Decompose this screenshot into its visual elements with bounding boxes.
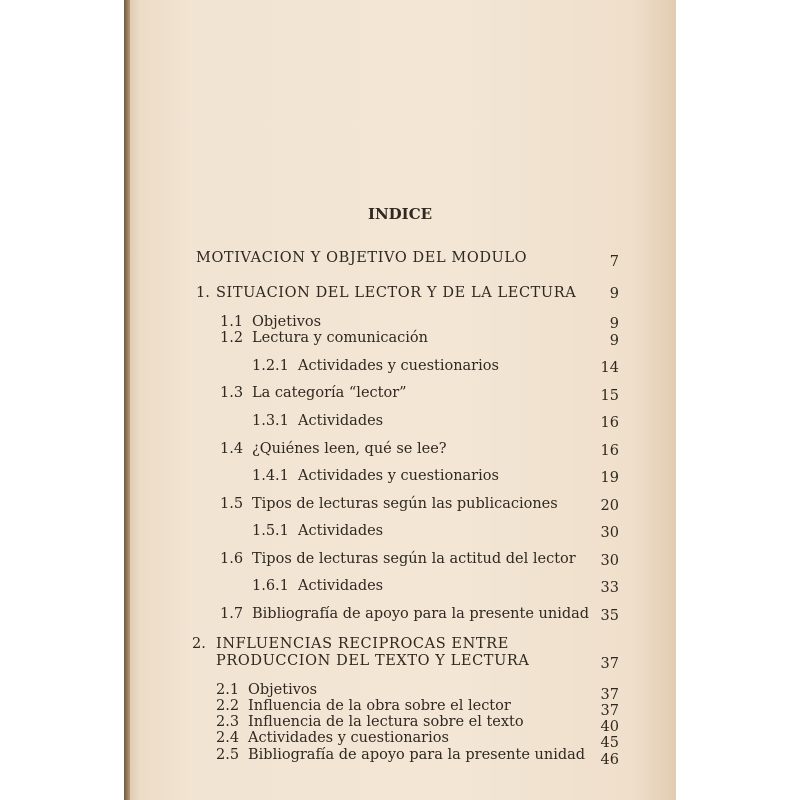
toc-entry-page: 46 xyxy=(600,752,619,768)
toc-entry-label: Actividades y cuestionarios xyxy=(298,358,499,374)
toc-entry-number: 2.1 xyxy=(216,682,240,698)
toc-entry-label: Actividades y cuestionarios xyxy=(298,468,499,484)
toc-entry-number: 1.1 xyxy=(220,314,244,330)
toc-entry-number: 1.3.1 xyxy=(252,413,289,429)
toc-entry-page: 16 xyxy=(600,443,619,459)
toc-entry-label-continued: PRODUCCION DEL TEXTO Y LECTURA xyxy=(216,653,530,669)
toc-entry-label: Influencia de la obra sobre el lector xyxy=(248,698,511,714)
toc-entry-page: 16 xyxy=(600,415,619,431)
toc-entry-page: 33 xyxy=(600,580,619,596)
toc-entry-number: 1.7 xyxy=(220,606,244,622)
toc-entry-label: Lectura y comunicación xyxy=(252,330,428,346)
toc-entry-page: 14 xyxy=(600,360,619,376)
toc-entry-page: 19 xyxy=(600,470,619,486)
toc-entry-number: 1.6 xyxy=(220,551,244,567)
toc-entry-label: Objetivos xyxy=(252,314,322,330)
toc-entry-label: INFLUENCIAS RECIPROCAS ENTRE xyxy=(216,636,509,652)
toc-entry-label: La categoría “lector” xyxy=(252,385,407,401)
toc-entry-number: 2.2 xyxy=(216,698,240,714)
toc-entry-label: Influencia de la lectura sobre el texto xyxy=(248,714,524,730)
toc-entry-page: 7 xyxy=(609,254,619,270)
book-spine xyxy=(124,0,130,800)
toc-entry-label: SITUACION DEL LECTOR Y DE LA LECTURA xyxy=(216,285,577,301)
toc-entry-number: 1. xyxy=(196,285,210,301)
toc-entry-number: 1.4.1 xyxy=(252,468,289,484)
toc-entry-page: 20 xyxy=(600,498,619,514)
toc-entry-page: 9 xyxy=(609,316,619,332)
toc-entry-number: 1.2.1 xyxy=(252,358,289,374)
toc-entry-label: Actividades y cuestionarios xyxy=(248,730,449,746)
toc-entry-label: MOTIVACION Y OBJETIVO DEL MODULO xyxy=(196,250,528,266)
toc-entry-page: 9 xyxy=(609,333,619,349)
index-title: INDICE xyxy=(367,205,433,223)
toc-entry-number: 2. xyxy=(192,636,206,652)
toc-entry-page: 35 xyxy=(600,608,619,624)
toc-entry-page: 9 xyxy=(609,286,619,302)
toc-entry-number: 1.2 xyxy=(220,330,244,346)
toc-entry-label: Actividades xyxy=(298,523,384,539)
toc-entry-page: 45 xyxy=(600,735,619,751)
toc-entry-page: 37 xyxy=(600,703,619,719)
toc-entry-label: Actividades xyxy=(298,578,384,594)
toc-entry-number: 2.5 xyxy=(216,747,240,763)
toc-entry-number: 2.3 xyxy=(216,714,240,730)
toc-entry-label: ¿Quiénes leen, qué se lee? xyxy=(252,441,447,457)
toc-entry-number: 1.5.1 xyxy=(252,523,289,539)
toc-entry-page: 30 xyxy=(600,553,619,569)
toc-entry-page: 30 xyxy=(600,525,619,541)
toc-entry-number: 1.3 xyxy=(220,385,244,401)
toc-entry-number: 2.4 xyxy=(216,730,240,746)
toc-entry-label: Bibliografía de apoyo para la presente unidad xyxy=(252,606,590,622)
toc-entry-label: Tipos de lecturas según las publicaciones xyxy=(252,496,558,512)
toc-entry-page: 40 xyxy=(600,719,619,735)
toc-entry-page: 37 xyxy=(600,656,619,672)
toc-entry-label: Bibliografía de apoyo para la presente unidad xyxy=(248,747,586,763)
toc-entry-number: 1.5 xyxy=(220,496,244,512)
toc-entry-label: Tipos de lecturas según la actitud del lector xyxy=(252,551,576,567)
book-page xyxy=(124,0,676,800)
toc-entry-number: 1.6.1 xyxy=(252,578,289,594)
toc-entry-label: Actividades xyxy=(298,413,384,429)
toc-entry-page: 15 xyxy=(600,388,619,404)
toc-entry-number: 1.4 xyxy=(220,441,244,457)
toc-entry-page: 37 xyxy=(600,687,619,703)
toc-entry-label: Objetivos xyxy=(248,682,318,698)
